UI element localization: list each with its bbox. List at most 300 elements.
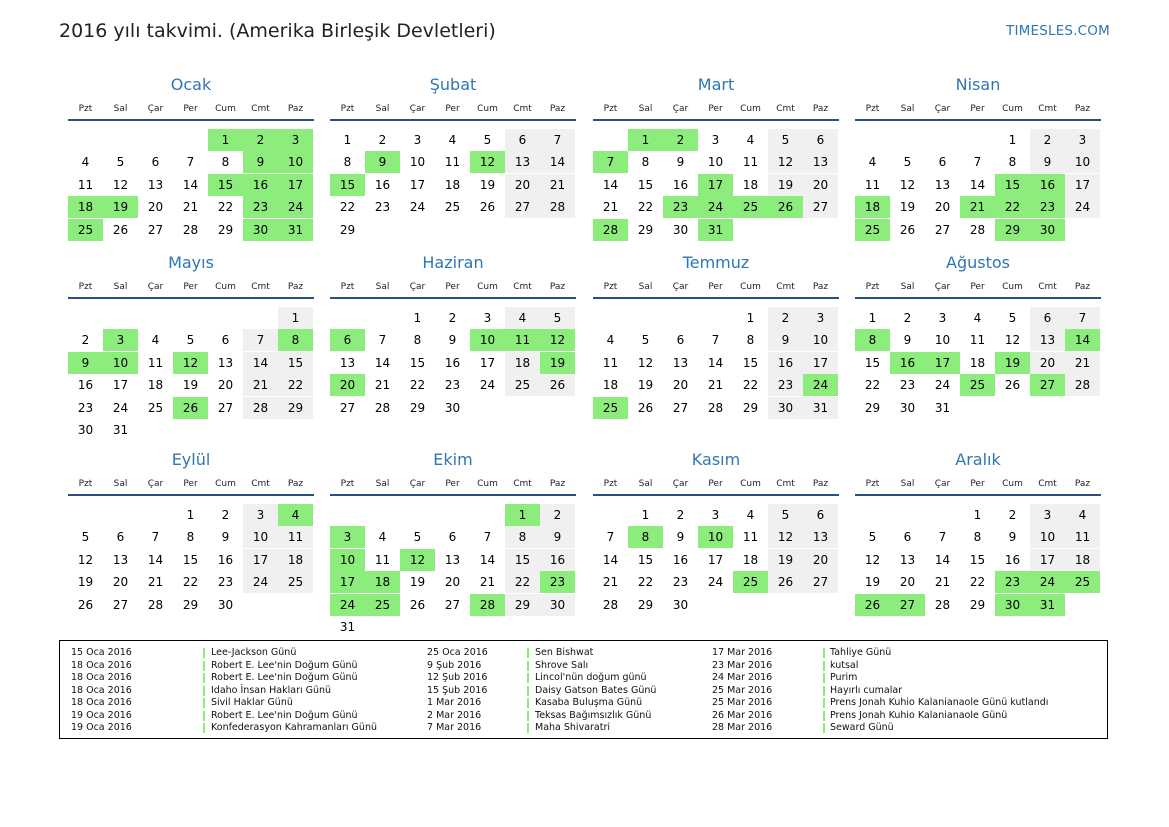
day-cell: 21 bbox=[934, 575, 951, 590]
day-cell: 26 bbox=[77, 597, 94, 612]
weekday-label: Çar bbox=[409, 104, 426, 114]
holiday-day-cell: 1 bbox=[505, 504, 540, 526]
holiday-day-cell: 25 bbox=[1065, 571, 1100, 593]
weekday-label: Çar bbox=[934, 479, 951, 489]
weekday-label: Pzt bbox=[865, 479, 880, 489]
day-cell: 4 bbox=[868, 155, 877, 170]
month-name: Ekim bbox=[433, 450, 473, 469]
day-cell: 26 bbox=[637, 400, 654, 415]
holiday-day-cell: 12 bbox=[173, 352, 208, 374]
weekday-label: Cum bbox=[1002, 104, 1023, 114]
legend-holiday-marker bbox=[823, 673, 825, 683]
day-cell: 20 bbox=[803, 549, 838, 571]
day-cell: 3 bbox=[1030, 504, 1065, 526]
day-cell: 3 bbox=[1065, 129, 1100, 151]
day-cell: 5 bbox=[413, 530, 422, 545]
holiday-day-cell: 28 bbox=[593, 219, 628, 241]
day-cell: 9 bbox=[221, 530, 230, 545]
day-cell: 13 bbox=[1030, 329, 1065, 351]
day-cell: 18 bbox=[278, 549, 313, 571]
month-header-rule bbox=[593, 494, 839, 496]
holiday-day-cell: 18 bbox=[855, 196, 890, 218]
holiday-day-cell: 15 bbox=[995, 174, 1030, 196]
weekday-label: Sal bbox=[638, 104, 653, 114]
weekday-label: Pzt bbox=[603, 479, 618, 489]
day-cell: 12 bbox=[1004, 333, 1021, 348]
weekday-label: Sal bbox=[638, 282, 653, 292]
day-cell: 2 bbox=[81, 333, 90, 348]
holiday-day-cell: 19 bbox=[103, 196, 138, 218]
holiday-day-cell: 10 bbox=[330, 549, 365, 571]
day-cell: 19 bbox=[637, 378, 654, 393]
holiday-day-cell: 23 bbox=[995, 571, 1030, 593]
day-cell: 28 bbox=[934, 597, 951, 612]
day-cell: 11 bbox=[864, 177, 881, 192]
day-cell: 22 bbox=[339, 200, 356, 215]
month-header-rule bbox=[68, 297, 314, 299]
day-cell: 29 bbox=[409, 400, 426, 415]
weekday-label: Per bbox=[445, 282, 460, 292]
month-header-rule bbox=[593, 119, 839, 121]
day-cell: 6 bbox=[151, 155, 160, 170]
day-cell: 16 bbox=[77, 378, 94, 393]
day-cell: 9 bbox=[1008, 530, 1017, 545]
day-cell: 29 bbox=[217, 222, 234, 237]
day-cell: 28 bbox=[1065, 374, 1100, 396]
weekday-label: Cum bbox=[1002, 479, 1023, 489]
day-cell: 22 bbox=[278, 374, 313, 396]
day-cell: 14 bbox=[540, 151, 575, 173]
month-header-rule bbox=[330, 119, 576, 121]
holiday-day-cell: 16 bbox=[243, 174, 278, 196]
weekday-label: Çar bbox=[147, 104, 164, 114]
day-cell: 24 bbox=[243, 571, 278, 593]
weekday-label: Çar bbox=[672, 104, 689, 114]
day-cell: 2 bbox=[1030, 129, 1065, 151]
day-cell: 29 bbox=[637, 597, 654, 612]
day-cell: 17 bbox=[409, 177, 426, 192]
day-cell: 5 bbox=[1008, 311, 1017, 325]
legend-holiday-name: Maha Shivaratri bbox=[535, 722, 611, 733]
holiday-day-cell: 24 bbox=[803, 374, 838, 396]
day-cell: 13 bbox=[934, 177, 951, 192]
day-cell: 9 bbox=[1030, 151, 1065, 173]
holiday-day-cell: 8 bbox=[628, 526, 663, 548]
day-cell: 2 bbox=[540, 504, 575, 526]
weekday-label: Cum bbox=[215, 104, 236, 114]
legend-holiday-name: Tahliye Günü bbox=[830, 647, 892, 658]
day-cell: 21 bbox=[540, 174, 575, 196]
holiday-day-cell: 28 bbox=[470, 594, 505, 616]
day-cell: 30 bbox=[672, 597, 689, 612]
month-name: Aralık bbox=[955, 450, 1001, 469]
holiday-legend bbox=[59, 640, 1108, 739]
month-header-rule bbox=[330, 494, 576, 496]
weekday-label: Cmt bbox=[251, 282, 270, 292]
holiday-day-cell: 17 bbox=[925, 352, 960, 374]
legend-holiday-name: Sivil Haklar Günü bbox=[211, 697, 293, 708]
legend-holiday-marker bbox=[823, 698, 825, 708]
holiday-day-cell: 23 bbox=[1030, 196, 1065, 218]
day-cell: 16 bbox=[217, 552, 234, 567]
day-cell: 13 bbox=[217, 355, 234, 370]
day-cell: 1 bbox=[1008, 133, 1017, 147]
weekday-label: Cmt bbox=[776, 104, 795, 114]
day-cell: 27 bbox=[147, 222, 164, 237]
weekday-label: Paz bbox=[812, 104, 829, 114]
holiday-day-cell: 24 bbox=[330, 594, 365, 616]
day-cell: 17 bbox=[803, 352, 838, 374]
day-cell: 11 bbox=[1065, 526, 1100, 548]
day-cell: 27 bbox=[505, 196, 540, 218]
day-cell: 28 bbox=[182, 222, 199, 237]
day-cell: 20 bbox=[112, 575, 129, 590]
holiday-day-cell: 11 bbox=[505, 329, 540, 351]
day-cell: 30 bbox=[540, 594, 575, 616]
day-cell: 26 bbox=[1004, 378, 1021, 393]
weekday-label: Per bbox=[445, 479, 460, 489]
day-cell: 22 bbox=[637, 575, 654, 590]
month-name: Mayıs bbox=[168, 253, 214, 272]
day-cell: 22 bbox=[182, 575, 199, 590]
day-cell: 27 bbox=[672, 400, 689, 415]
day-cell: 4 bbox=[505, 307, 540, 329]
day-cell: 8 bbox=[1008, 155, 1017, 170]
weekday-label: Cum bbox=[215, 282, 236, 292]
day-cell: 20 bbox=[672, 378, 689, 393]
month-name: Mart bbox=[697, 75, 735, 94]
weekday-label: Sal bbox=[113, 479, 128, 489]
legend-holiday-marker bbox=[203, 686, 205, 696]
day-cell: 31 bbox=[934, 400, 951, 415]
weekday-label: Cmt bbox=[776, 479, 795, 489]
weekday-label: Per bbox=[708, 282, 723, 292]
holiday-day-cell: 24 bbox=[698, 196, 733, 218]
day-cell: 29 bbox=[637, 222, 654, 237]
holiday-day-cell: 2 bbox=[663, 129, 698, 151]
day-cell: 12 bbox=[77, 552, 94, 567]
day-cell: 30 bbox=[768, 397, 803, 419]
day-cell: 25 bbox=[444, 200, 461, 215]
day-cell: 6 bbox=[505, 129, 540, 151]
day-cell: 29 bbox=[505, 594, 540, 616]
day-cell: 15 bbox=[742, 355, 759, 370]
legend-date: 25 Mar 2016 bbox=[712, 684, 773, 696]
day-cell: 2 bbox=[676, 508, 685, 522]
weekday-label: Cum bbox=[740, 282, 761, 292]
holiday-day-cell: 25 bbox=[855, 219, 890, 241]
legend-holiday-name: Konfederasyon Kahramanları Günü bbox=[211, 722, 377, 733]
legend-holiday-name: Kasaba Buluşma Günü bbox=[535, 697, 643, 708]
holiday-day-cell: 26 bbox=[173, 397, 208, 419]
holiday-day-cell: 31 bbox=[698, 219, 733, 241]
holiday-day-cell: 18 bbox=[365, 571, 400, 593]
day-cell: 15 bbox=[637, 552, 654, 567]
holiday-day-cell: 9 bbox=[365, 151, 400, 173]
day-cell: 13 bbox=[803, 526, 838, 548]
weekday-label: Paz bbox=[287, 104, 304, 114]
day-cell: 20 bbox=[217, 378, 234, 393]
weekday-label: Cum bbox=[740, 104, 761, 114]
weekday-label: Per bbox=[708, 479, 723, 489]
day-cell: 28 bbox=[374, 400, 391, 415]
day-cell: 14 bbox=[602, 177, 619, 192]
holiday-day-cell: 16 bbox=[1030, 174, 1065, 196]
weekday-label: Sal bbox=[375, 479, 390, 489]
day-cell: 1 bbox=[186, 508, 195, 522]
weekday-label: Cum bbox=[215, 479, 236, 489]
holiday-day-cell: 26 bbox=[768, 196, 803, 218]
day-cell: 8 bbox=[973, 530, 982, 545]
day-cell: 15 bbox=[637, 177, 654, 192]
weekday-label: Çar bbox=[672, 282, 689, 292]
day-cell: 30 bbox=[444, 400, 461, 415]
day-cell: 25 bbox=[147, 400, 164, 415]
legend-holiday-name: Purim bbox=[830, 672, 858, 683]
day-cell: 1 bbox=[868, 311, 877, 325]
day-cell: 1 bbox=[343, 133, 352, 147]
day-cell: 7 bbox=[378, 333, 387, 348]
day-cell: 13 bbox=[803, 151, 838, 173]
holiday-day-cell: 17 bbox=[698, 174, 733, 196]
holiday-day-cell: 25 bbox=[593, 397, 628, 419]
legend-holiday-name: Robert E. Lee'nin Doğum Günü bbox=[211, 709, 358, 721]
legend-holiday-marker bbox=[203, 711, 205, 721]
day-cell: 30 bbox=[217, 597, 234, 612]
day-cell: 26 bbox=[479, 200, 496, 215]
weekday-label: Cmt bbox=[1038, 479, 1057, 489]
day-cell: 29 bbox=[742, 400, 759, 415]
holiday-day-cell: 25 bbox=[960, 374, 995, 396]
legend-holiday-name: Idaho İnsan Hakları Günü bbox=[211, 684, 332, 696]
day-cell: 7 bbox=[938, 530, 947, 545]
legend-holiday-marker bbox=[527, 723, 529, 733]
day-cell: 21 bbox=[374, 378, 391, 393]
day-cell: 13 bbox=[672, 355, 689, 370]
day-cell: 5 bbox=[540, 307, 575, 329]
day-cell: 22 bbox=[742, 378, 759, 393]
day-cell: 6 bbox=[903, 530, 912, 545]
day-cell: 17 bbox=[1065, 174, 1100, 196]
weekday-label: Sal bbox=[375, 282, 390, 292]
day-cell: 24 bbox=[409, 200, 426, 215]
day-cell: 16 bbox=[540, 549, 575, 571]
day-cell: 5 bbox=[768, 504, 803, 526]
month-name: Nisan bbox=[955, 75, 1001, 94]
legend-date: 25 Oca 2016 bbox=[427, 647, 488, 658]
day-cell: 14 bbox=[182, 177, 199, 192]
holiday-day-cell: 24 bbox=[278, 196, 313, 218]
day-cell: 13 bbox=[899, 552, 916, 567]
day-cell: 20 bbox=[505, 174, 540, 196]
day-cell: 12 bbox=[768, 151, 803, 173]
day-cell: 9 bbox=[903, 333, 912, 348]
day-cell: 18 bbox=[444, 177, 461, 192]
day-cell: 31 bbox=[112, 423, 129, 437]
day-cell: 7 bbox=[151, 530, 160, 545]
day-cell: 10 bbox=[1065, 151, 1100, 173]
day-cell: 29 bbox=[864, 400, 881, 415]
legend-date: 17 Mar 2016 bbox=[712, 647, 773, 658]
day-cell: 11 bbox=[147, 355, 164, 370]
holiday-day-cell: 3 bbox=[278, 129, 313, 151]
weekday-label: Paz bbox=[1074, 282, 1091, 292]
legend-holiday-marker bbox=[203, 698, 205, 708]
day-cell: 9 bbox=[448, 333, 457, 348]
day-cell: 10 bbox=[707, 155, 724, 170]
legend-holiday-name: Lee-Jackson Günü bbox=[211, 647, 297, 658]
holiday-day-cell: 19 bbox=[540, 352, 575, 374]
holiday-day-cell: 30 bbox=[243, 219, 278, 241]
day-cell: 4 bbox=[448, 133, 457, 147]
holiday-day-cell: 18 bbox=[68, 196, 103, 218]
month-name: Temmuz bbox=[682, 253, 750, 272]
day-cell: 15 bbox=[182, 552, 199, 567]
legend-date: 25 Mar 2016 bbox=[712, 697, 773, 708]
day-cell: 3 bbox=[243, 504, 278, 526]
day-cell: 7 bbox=[1065, 307, 1100, 329]
day-cell: 13 bbox=[112, 552, 129, 567]
day-cell: 8 bbox=[413, 333, 422, 348]
day-cell: 7 bbox=[711, 333, 720, 348]
weekday-label: Paz bbox=[287, 479, 304, 489]
weekday-label: Pzt bbox=[340, 479, 355, 489]
day-cell: 23 bbox=[374, 200, 391, 215]
holiday-day-cell: 23 bbox=[243, 196, 278, 218]
day-cell: 28 bbox=[969, 222, 986, 237]
month-header-rule bbox=[855, 297, 1101, 299]
legend-holiday-marker bbox=[203, 648, 205, 658]
holiday-day-cell: 2 bbox=[243, 129, 278, 151]
day-cell: 29 bbox=[969, 597, 986, 612]
site-link[interactable]: TIMESLES.COM bbox=[1006, 23, 1110, 39]
day-cell: 11 bbox=[969, 333, 986, 348]
day-cell: 26 bbox=[768, 571, 803, 593]
day-cell: 18 bbox=[505, 352, 540, 374]
weekday-label: Çar bbox=[672, 479, 689, 489]
day-cell: 8 bbox=[641, 155, 650, 170]
weekday-label: Çar bbox=[934, 104, 951, 114]
legend-holiday-marker bbox=[527, 686, 529, 696]
day-cell: 18 bbox=[742, 177, 759, 192]
weekday-label: Paz bbox=[812, 282, 829, 292]
day-cell: 20 bbox=[934, 200, 951, 215]
day-cell: 10 bbox=[409, 155, 426, 170]
day-cell: 18 bbox=[1065, 549, 1100, 571]
day-cell: 7 bbox=[540, 129, 575, 151]
day-cell: 21 bbox=[243, 374, 278, 396]
day-cell: 14 bbox=[969, 177, 986, 192]
day-cell: 21 bbox=[479, 575, 496, 590]
day-cell: 12 bbox=[768, 526, 803, 548]
legend-date: 19 Oca 2016 bbox=[71, 722, 132, 733]
holiday-day-cell: 30 bbox=[1030, 219, 1065, 241]
weekday-label: Cum bbox=[740, 479, 761, 489]
day-cell: 20 bbox=[899, 575, 916, 590]
weekday-label: Çar bbox=[934, 282, 951, 292]
day-cell: 21 bbox=[147, 575, 164, 590]
day-cell: 7 bbox=[483, 530, 492, 545]
day-cell: 16 bbox=[374, 177, 391, 192]
weekday-label: Per bbox=[445, 104, 460, 114]
day-cell: 19 bbox=[479, 177, 496, 192]
day-cell: 20 bbox=[444, 575, 461, 590]
holiday-day-cell: 7 bbox=[593, 151, 628, 173]
holiday-day-cell: 24 bbox=[1030, 571, 1065, 593]
day-cell: 18 bbox=[147, 378, 164, 393]
legend-date: 24 Mar 2016 bbox=[712, 672, 773, 683]
day-cell: 3 bbox=[803, 307, 838, 329]
weekday-label: Cum bbox=[477, 104, 498, 114]
holiday-day-cell: 16 bbox=[890, 352, 925, 374]
day-cell: 24 bbox=[707, 575, 724, 590]
weekday-label: Pzt bbox=[865, 282, 880, 292]
day-cell: 5 bbox=[186, 333, 195, 348]
day-cell: 6 bbox=[676, 333, 685, 348]
day-cell: 7 bbox=[973, 155, 982, 170]
day-cell: 30 bbox=[77, 423, 94, 437]
day-cell: 6 bbox=[803, 504, 838, 526]
day-cell: 28 bbox=[602, 597, 619, 612]
day-cell: 22 bbox=[409, 378, 426, 393]
holiday-day-cell: 27 bbox=[1030, 374, 1065, 396]
legend-holiday-name: Teksas Bağımsızlık Günü bbox=[535, 709, 652, 721]
weekday-label: Per bbox=[183, 479, 198, 489]
day-cell: 21 bbox=[602, 575, 619, 590]
weekday-label: Cum bbox=[477, 282, 498, 292]
day-cell: 6 bbox=[1030, 307, 1065, 329]
day-cell: 23 bbox=[672, 575, 689, 590]
holiday-day-cell: 9 bbox=[243, 151, 278, 173]
day-cell: 28 bbox=[540, 196, 575, 218]
day-cell: 4 bbox=[151, 333, 160, 348]
day-cell: 27 bbox=[112, 597, 129, 612]
day-cell: 20 bbox=[1030, 352, 1065, 374]
day-cell: 11 bbox=[374, 552, 391, 567]
day-cell: 13 bbox=[444, 552, 461, 567]
day-cell: 23 bbox=[768, 374, 803, 396]
day-cell: 15 bbox=[505, 549, 540, 571]
day-cell: 29 bbox=[339, 222, 356, 237]
weekday-label: Cmt bbox=[251, 479, 270, 489]
day-cell: 27 bbox=[934, 222, 951, 237]
legend-holiday-name: Daisy Gatson Bates Günü bbox=[535, 684, 657, 696]
day-cell: 23 bbox=[899, 378, 916, 393]
weekday-label: Pzt bbox=[78, 479, 93, 489]
day-cell: 5 bbox=[81, 530, 90, 545]
holiday-day-cell: 23 bbox=[663, 196, 698, 218]
day-cell: 1 bbox=[278, 307, 313, 329]
day-cell: 24 bbox=[1065, 196, 1100, 218]
day-cell: 11 bbox=[742, 530, 759, 545]
day-cell: 25 bbox=[505, 374, 540, 396]
day-cell: 21 bbox=[602, 200, 619, 215]
day-cell: 27 bbox=[339, 400, 356, 415]
holiday-day-cell: 10 bbox=[278, 151, 313, 173]
day-cell: 31 bbox=[803, 397, 838, 419]
legend-holiday-name: Prens Jonah Kuhio Kalanianaole Günü bbox=[830, 709, 1008, 721]
legend-date: 18 Oca 2016 bbox=[71, 684, 132, 696]
weekday-label: Cum bbox=[477, 479, 498, 489]
day-cell: 10 bbox=[243, 526, 278, 548]
day-cell: 9 bbox=[540, 526, 575, 548]
day-cell: 10 bbox=[1030, 526, 1065, 548]
weekday-label: Paz bbox=[549, 479, 566, 489]
day-cell: 4 bbox=[378, 530, 387, 545]
day-cell: 6 bbox=[116, 530, 125, 545]
holiday-day-cell: 10 bbox=[103, 352, 138, 374]
day-cell: 14 bbox=[934, 552, 951, 567]
